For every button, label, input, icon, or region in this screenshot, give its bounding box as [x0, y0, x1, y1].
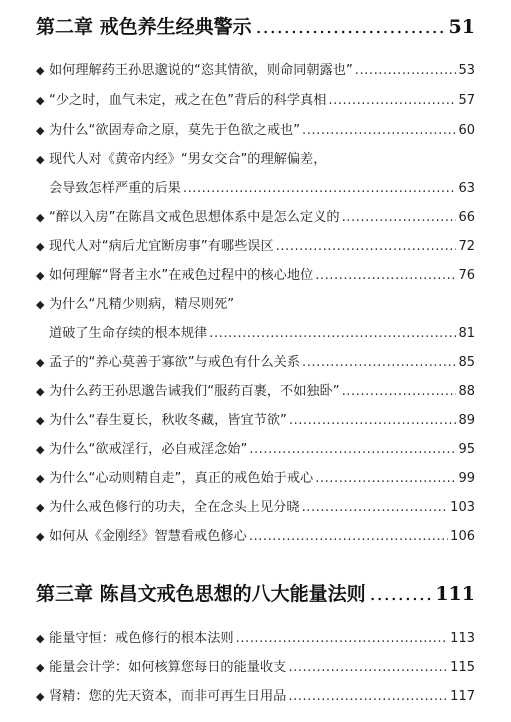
- entry-title: 肾精：您的先天资本，而非可再生日用品: [49, 689, 287, 704]
- entry-title: 为什么“心动则精自走”，真正的戒色始于戒心: [49, 471, 314, 486]
- toc-entry[interactable]: [36, 441, 475, 459]
- diamond-bullet-icon: ◆: [36, 356, 45, 369]
- chapter-heading: [36, 579, 475, 606]
- entry-page-number: 106: [450, 529, 475, 544]
- entry-title: 为什么“欲固寿命之原，莫先于色欲之戒也”: [49, 123, 301, 138]
- entry-page-number: 95: [458, 442, 475, 457]
- toc-entry[interactable]: [36, 209, 475, 227]
- entry-title: 为什么药王孙思邈告诫我们“服药百裹，不如独卧”: [49, 384, 340, 399]
- diamond-bullet-icon: ◆: [36, 530, 45, 543]
- entry-title: 孟子的“养心莫善于寡欲”与戒色有什么关系: [49, 355, 301, 370]
- diamond-bullet-icon: ◆: [36, 240, 45, 253]
- entry-title: “少之时，血气未定，戒之在色”背后的科学真相: [49, 93, 327, 108]
- toc-entry[interactable]: [36, 92, 475, 110]
- dot-leader: [276, 238, 457, 256]
- toc-entry[interactable]: [36, 383, 475, 401]
- dot-leader: [288, 688, 448, 706]
- diamond-bullet-icon: ◆: [36, 269, 45, 282]
- diamond-bullet-icon: ◆: [36, 94, 45, 107]
- toc-entry[interactable]: [36, 528, 475, 546]
- dot-leader: [342, 383, 457, 401]
- dot-leader: [249, 441, 456, 459]
- dot-leader: [315, 267, 456, 285]
- dot-leader: [256, 16, 445, 38]
- diamond-bullet-icon: ◆: [36, 64, 45, 77]
- diamond-bullet-icon: ◆: [36, 298, 45, 311]
- dot-leader: [249, 528, 448, 546]
- entry-title: 能量会计学：如何核算您每日的能量收支: [49, 660, 287, 675]
- diamond-bullet-icon: ◆: [36, 153, 45, 166]
- toc-entry-continuation[interactable]: [49, 180, 475, 198]
- entry-title: 道破了生命存续的根本规律: [49, 326, 208, 341]
- entry-title: “醉以入房”在陈昌文戒色思想体系中是怎么定义的: [49, 210, 340, 225]
- toc-entry[interactable]: [36, 62, 475, 80]
- chapter-title: 第三章 陈昌文戒色思想的八大能量法则: [36, 583, 366, 605]
- chapter-title: 第二章 戒色养生经典警示: [36, 16, 252, 38]
- entry-page-number: 81: [458, 326, 475, 341]
- toc-entry[interactable]: [36, 412, 475, 430]
- entry-title: 能量守恒：戒色修行的根本法则: [49, 631, 234, 646]
- entry-page-number: 115: [450, 660, 475, 675]
- entry-title: 如何理解药王孙思邈说的“恣其情欲，则命同朝露也”: [49, 63, 353, 78]
- dot-leader: [236, 630, 449, 648]
- entry-page-number: 103: [450, 500, 475, 515]
- chapter-page-number: 51: [448, 16, 475, 38]
- entry-page-number: 60: [458, 123, 475, 138]
- dot-leader: [370, 583, 432, 605]
- dot-leader: [209, 325, 456, 343]
- dot-leader: [288, 659, 448, 677]
- chapter-heading: [36, 12, 475, 39]
- entry-page-number: 117: [450, 689, 475, 704]
- diamond-bullet-icon: ◆: [36, 211, 45, 224]
- dot-leader: [289, 412, 457, 430]
- entry-page-number: 88: [458, 384, 475, 399]
- dot-leader: [355, 62, 457, 80]
- entry-page-number: 89: [458, 413, 475, 428]
- diamond-bullet-icon: ◆: [36, 414, 45, 427]
- entry-page-number: 76: [458, 268, 475, 283]
- toc-entry[interactable]: [36, 688, 475, 706]
- diamond-bullet-icon: ◆: [36, 501, 45, 514]
- entry-title: 为什么“春生夏长，秋收冬藏，皆宜节欲”: [49, 413, 287, 428]
- toc-entry[interactable]: [36, 238, 475, 256]
- entry-page-number: 113: [450, 631, 475, 646]
- diamond-bullet-icon: ◆: [36, 124, 45, 137]
- diamond-bullet-icon: ◆: [36, 472, 45, 485]
- toc-entry[interactable]: [36, 267, 475, 285]
- entry-page-number: 57: [458, 93, 475, 108]
- toc-entry[interactable]: [36, 354, 475, 372]
- dot-leader: [183, 180, 457, 198]
- toc-entry[interactable]: [36, 151, 475, 169]
- toc-entry[interactable]: [36, 630, 475, 648]
- diamond-bullet-icon: ◆: [36, 690, 45, 703]
- entry-title: 为什么“欲戒淫行，必自戒淫念始”: [49, 442, 248, 457]
- entry-title: 如何理解“肾者主水”在戒色过程中的核心地位: [49, 268, 314, 283]
- diamond-bullet-icon: ◆: [36, 385, 45, 398]
- entry-page-number: 72: [458, 239, 475, 254]
- toc-entry[interactable]: [36, 470, 475, 488]
- diamond-bullet-icon: ◆: [36, 661, 45, 674]
- toc-entry[interactable]: [36, 659, 475, 677]
- dot-leader: [302, 122, 456, 140]
- entry-page-number: 66: [458, 210, 475, 225]
- entry-title: 现代人对《黄帝内经》“男女交合”的理解偏差，: [49, 152, 327, 167]
- entry-title: 会导致怎样严重的后果: [49, 181, 181, 196]
- toc-entry[interactable]: [36, 499, 475, 517]
- entry-page-number: 63: [458, 181, 475, 196]
- dot-leader: [328, 92, 456, 110]
- chapter-page-number: 111: [435, 583, 475, 605]
- dot-leader: [342, 209, 457, 227]
- dot-leader: [315, 470, 456, 488]
- toc-entry-continuation[interactable]: [49, 325, 475, 343]
- entry-page-number: 99: [458, 471, 475, 486]
- entry-title: 为什么“凡精少则病，精尽则死”: [49, 297, 235, 312]
- toc-entry[interactable]: [36, 122, 475, 140]
- entry-title: 现代人对“病后尤宜断房事”有哪些误区: [49, 239, 274, 254]
- toc-entry[interactable]: [36, 296, 475, 314]
- entry-title: 为什么戒色修行的功夫，全在念头上见分晓: [49, 500, 300, 515]
- entry-title: 如何从《金刚经》智慧看戒色修心: [49, 529, 247, 544]
- entry-page-number: 53: [458, 63, 475, 78]
- entry-page-number: 85: [458, 355, 475, 370]
- dot-leader: [302, 354, 456, 372]
- diamond-bullet-icon: ◆: [36, 443, 45, 456]
- dot-leader: [302, 499, 449, 517]
- diamond-bullet-icon: ◆: [36, 632, 45, 645]
